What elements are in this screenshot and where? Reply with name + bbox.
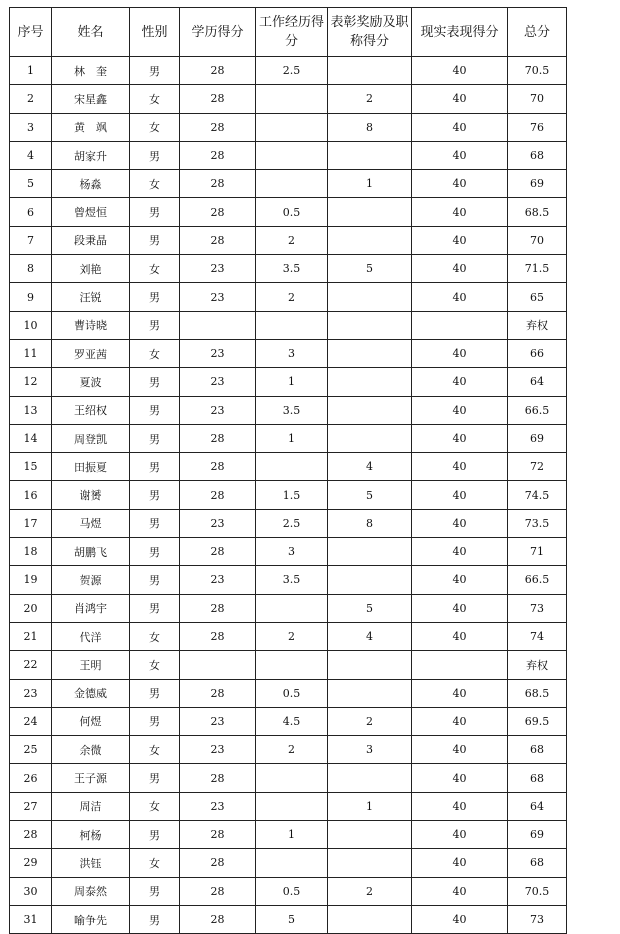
cell-col-index: 2: [10, 85, 52, 113]
cell-col-total: 弃权: [508, 311, 567, 339]
table-row: [10, 905, 567, 933]
cell-col-awards: 2: [328, 707, 412, 735]
cell-col-education: 23: [180, 566, 256, 594]
cell-col-index: 10: [10, 311, 52, 339]
cell-col-performance: 40: [412, 339, 508, 367]
cell-col-total: 64: [508, 368, 567, 396]
cell-col-gender: 男: [130, 821, 180, 849]
cell-col-name: 汪锐: [52, 283, 130, 311]
cell-col-total: 68: [508, 764, 567, 792]
cell-col-index: 12: [10, 368, 52, 396]
cell-col-index: 8: [10, 255, 52, 283]
cell-col-performance: 40: [412, 141, 508, 169]
cell-col-work: [256, 311, 328, 339]
cell-col-performance: 40: [412, 792, 508, 820]
cell-col-index: 20: [10, 594, 52, 622]
cell-col-awards: [328, 905, 412, 933]
table-row: [10, 679, 567, 707]
cell-col-gender: 女: [130, 651, 180, 679]
cell-col-work: [256, 651, 328, 679]
table-row: [10, 509, 567, 537]
cell-col-gender: 男: [130, 594, 180, 622]
cell-col-index: 25: [10, 736, 52, 764]
cell-col-performance: 40: [412, 736, 508, 764]
table-row: [10, 339, 567, 367]
cell-col-work: 2.5: [256, 57, 328, 85]
table-row: [10, 57, 567, 85]
cell-col-work: 3.5: [256, 566, 328, 594]
cell-col-work: [256, 849, 328, 877]
cell-col-performance: 40: [412, 566, 508, 594]
cell-col-index: 31: [10, 905, 52, 933]
cell-col-awards: [328, 311, 412, 339]
cell-col-total: 72: [508, 453, 567, 481]
cell-col-total: 74: [508, 622, 567, 650]
cell-col-work: 2.5: [256, 509, 328, 537]
header-row: [10, 8, 567, 57]
cell-col-performance: 40: [412, 594, 508, 622]
table-row: [10, 594, 567, 622]
cell-col-gender: 男: [130, 283, 180, 311]
cell-col-gender: 男: [130, 509, 180, 537]
cell-col-performance: 40: [412, 481, 508, 509]
cell-col-work: 2: [256, 622, 328, 650]
cell-col-awards: 8: [328, 113, 412, 141]
cell-col-total: 69: [508, 170, 567, 198]
cell-col-education: 28: [180, 877, 256, 905]
table-row: [10, 396, 567, 424]
cell-col-work: 1: [256, 424, 328, 452]
cell-col-awards: [328, 198, 412, 226]
cell-col-education: 28: [180, 849, 256, 877]
cell-col-awards: [328, 368, 412, 396]
table-row: [10, 198, 567, 226]
cell-col-education: 28: [180, 538, 256, 566]
cell-col-index: 18: [10, 538, 52, 566]
cell-col-gender: 男: [130, 481, 180, 509]
cell-col-gender: 女: [130, 85, 180, 113]
cell-col-total: 71: [508, 538, 567, 566]
cell-col-gender: 女: [130, 849, 180, 877]
cell-col-index: 3: [10, 113, 52, 141]
cell-col-education: 28: [180, 764, 256, 792]
table-row: [10, 877, 567, 905]
cell-col-performance: 40: [412, 538, 508, 566]
cell-col-total: 70: [508, 85, 567, 113]
cell-col-awards: [328, 764, 412, 792]
table-row: [10, 368, 567, 396]
cell-col-gender: 女: [130, 622, 180, 650]
cell-col-performance: 40: [412, 622, 508, 650]
cell-col-awards: [328, 821, 412, 849]
cell-col-gender: 男: [130, 538, 180, 566]
cell-col-work: 5: [256, 905, 328, 933]
cell-col-total: 66.5: [508, 566, 567, 594]
cell-col-name: 喻争先: [52, 905, 130, 933]
cell-col-index: 30: [10, 877, 52, 905]
cell-col-total: 70: [508, 226, 567, 254]
cell-col-name: 刘艳: [52, 255, 130, 283]
cell-col-awards: 5: [328, 481, 412, 509]
cell-col-awards: [328, 651, 412, 679]
cell-col-performance: 40: [412, 368, 508, 396]
cell-col-awards: [328, 566, 412, 594]
table-row: [10, 424, 567, 452]
cell-col-index: 6: [10, 198, 52, 226]
cell-col-name: 何煜: [52, 707, 130, 735]
table-row: [10, 226, 567, 254]
cell-col-total: 69.5: [508, 707, 567, 735]
cell-col-education: 28: [180, 481, 256, 509]
cell-col-education: 28: [180, 424, 256, 452]
score-table: [9, 7, 567, 934]
cell-col-awards: [328, 679, 412, 707]
cell-col-total: 64: [508, 792, 567, 820]
cell-col-index: 24: [10, 707, 52, 735]
cell-col-work: [256, 170, 328, 198]
cell-col-index: 9: [10, 283, 52, 311]
cell-col-awards: [328, 849, 412, 877]
cell-col-work: [256, 594, 328, 622]
cell-col-total: 71.5: [508, 255, 567, 283]
cell-col-awards: [328, 339, 412, 367]
cell-col-work: 1: [256, 821, 328, 849]
cell-col-gender: 女: [130, 170, 180, 198]
cell-col-performance: 40: [412, 170, 508, 198]
cell-col-name: 谢赟: [52, 481, 130, 509]
cell-col-education: 23: [180, 707, 256, 735]
cell-col-performance: 40: [412, 85, 508, 113]
cell-col-index: 13: [10, 396, 52, 424]
header-col-performance: 现实表现得分: [412, 8, 508, 57]
cell-col-total: 69: [508, 821, 567, 849]
cell-col-performance: 40: [412, 424, 508, 452]
cell-col-work: 0.5: [256, 877, 328, 905]
cell-col-gender: 男: [130, 679, 180, 707]
cell-col-total: 73: [508, 594, 567, 622]
cell-col-name: 宋星鑫: [52, 85, 130, 113]
table-row: [10, 113, 567, 141]
cell-col-name: 代洋: [52, 622, 130, 650]
cell-col-total: 76: [508, 113, 567, 141]
cell-col-index: 7: [10, 226, 52, 254]
cell-col-index: 28: [10, 821, 52, 849]
cell-col-education: 28: [180, 905, 256, 933]
cell-col-education: 28: [180, 85, 256, 113]
table-row: [10, 736, 567, 764]
cell-col-awards: 4: [328, 622, 412, 650]
cell-col-name: 田振夏: [52, 453, 130, 481]
cell-col-education: 23: [180, 255, 256, 283]
cell-col-gender: 男: [130, 226, 180, 254]
cell-col-awards: 1: [328, 170, 412, 198]
cell-col-name: 曾煜恒: [52, 198, 130, 226]
cell-col-education: 23: [180, 283, 256, 311]
cell-col-awards: 1: [328, 792, 412, 820]
cell-col-gender: 男: [130, 453, 180, 481]
cell-col-awards: 3: [328, 736, 412, 764]
cell-col-performance: [412, 651, 508, 679]
header-col-education: 学历得分: [180, 8, 256, 57]
cell-col-performance: 40: [412, 821, 508, 849]
cell-col-work: 2: [256, 226, 328, 254]
cell-col-index: 16: [10, 481, 52, 509]
cell-col-performance: 40: [412, 877, 508, 905]
table-row: [10, 481, 567, 509]
cell-col-gender: 女: [130, 792, 180, 820]
cell-col-work: 3: [256, 538, 328, 566]
cell-col-performance: 40: [412, 905, 508, 933]
cell-col-total: 66.5: [508, 396, 567, 424]
cell-col-name: 洪钰: [52, 849, 130, 877]
cell-col-education: 23: [180, 396, 256, 424]
table-body: [10, 57, 567, 934]
cell-col-performance: 40: [412, 226, 508, 254]
cell-col-name: 王子源: [52, 764, 130, 792]
table-row: [10, 566, 567, 594]
table-row: [10, 453, 567, 481]
cell-col-awards: 5: [328, 255, 412, 283]
cell-col-work: [256, 85, 328, 113]
cell-col-total: 68.5: [508, 679, 567, 707]
cell-col-index: 21: [10, 622, 52, 650]
cell-col-name: 黄 飒: [52, 113, 130, 141]
cell-col-gender: 男: [130, 57, 180, 85]
cell-col-name: 金德威: [52, 679, 130, 707]
cell-col-work: [256, 141, 328, 169]
cell-col-name: 曹诗晓: [52, 311, 130, 339]
cell-col-index: 27: [10, 792, 52, 820]
cell-col-name: 贺源: [52, 566, 130, 594]
cell-col-performance: 40: [412, 679, 508, 707]
cell-col-name: 余微: [52, 736, 130, 764]
cell-col-performance: 40: [412, 255, 508, 283]
cell-col-gender: 男: [130, 311, 180, 339]
table-row: [10, 622, 567, 650]
cell-col-education: 28: [180, 622, 256, 650]
cell-col-index: 11: [10, 339, 52, 367]
cell-col-gender: 男: [130, 764, 180, 792]
cell-col-awards: [328, 141, 412, 169]
cell-col-education: 28: [180, 57, 256, 85]
cell-col-education: 23: [180, 736, 256, 764]
cell-col-education: 28: [180, 821, 256, 849]
cell-col-index: 5: [10, 170, 52, 198]
cell-col-gender: 男: [130, 424, 180, 452]
cell-col-work: 4.5: [256, 707, 328, 735]
cell-col-total: 68: [508, 849, 567, 877]
cell-col-awards: [328, 424, 412, 452]
cell-col-total: 66: [508, 339, 567, 367]
cell-col-awards: 8: [328, 509, 412, 537]
cell-col-education: 28: [180, 679, 256, 707]
table-row: [10, 255, 567, 283]
cell-col-awards: 2: [328, 877, 412, 905]
cell-col-name: 马煜: [52, 509, 130, 537]
cell-col-work: 3.5: [256, 255, 328, 283]
cell-col-name: 周泰然: [52, 877, 130, 905]
cell-col-total: 68.5: [508, 198, 567, 226]
cell-col-education: [180, 651, 256, 679]
cell-col-awards: 2: [328, 85, 412, 113]
cell-col-gender: 男: [130, 368, 180, 396]
table-row: [10, 170, 567, 198]
cell-col-index: 15: [10, 453, 52, 481]
cell-col-gender: 男: [130, 877, 180, 905]
table-row: [10, 283, 567, 311]
cell-col-gender: 男: [130, 905, 180, 933]
cell-col-gender: 女: [130, 255, 180, 283]
cell-col-index: 29: [10, 849, 52, 877]
cell-col-total: 74.5: [508, 481, 567, 509]
cell-col-gender: 男: [130, 198, 180, 226]
cell-col-work: 3.5: [256, 396, 328, 424]
table-row: [10, 821, 567, 849]
cell-col-gender: 女: [130, 736, 180, 764]
cell-col-total: 68: [508, 141, 567, 169]
cell-col-awards: 5: [328, 594, 412, 622]
cell-col-name: 周洁: [52, 792, 130, 820]
cell-col-awards: [328, 538, 412, 566]
cell-col-education: 28: [180, 594, 256, 622]
cell-col-index: 14: [10, 424, 52, 452]
cell-col-work: 1.5: [256, 481, 328, 509]
cell-col-total: 68: [508, 736, 567, 764]
cell-col-work: 2: [256, 283, 328, 311]
cell-col-education: [180, 311, 256, 339]
cell-col-name: 罗亚茜: [52, 339, 130, 367]
cell-col-work: [256, 113, 328, 141]
cell-col-education: 28: [180, 226, 256, 254]
cell-col-education: 28: [180, 113, 256, 141]
cell-col-name: 王明: [52, 651, 130, 679]
cell-col-name: 林 奎: [52, 57, 130, 85]
cell-col-total: 73: [508, 905, 567, 933]
cell-col-gender: 男: [130, 141, 180, 169]
header-col-name: 姓名: [52, 8, 130, 57]
cell-col-name: 杨淼: [52, 170, 130, 198]
cell-col-awards: [328, 396, 412, 424]
cell-col-name: 胡鹏飞: [52, 538, 130, 566]
cell-col-index: 23: [10, 679, 52, 707]
cell-col-index: 4: [10, 141, 52, 169]
cell-col-work: 3: [256, 339, 328, 367]
cell-col-gender: 女: [130, 339, 180, 367]
cell-col-work: 1: [256, 368, 328, 396]
cell-col-total: 70.5: [508, 877, 567, 905]
cell-col-performance: 40: [412, 283, 508, 311]
cell-col-name: 柯杨: [52, 821, 130, 849]
cell-col-education: 28: [180, 141, 256, 169]
cell-col-name: 王绍权: [52, 396, 130, 424]
table-row: [10, 707, 567, 735]
cell-col-index: 26: [10, 764, 52, 792]
table-row: [10, 311, 567, 339]
cell-col-performance: [412, 311, 508, 339]
cell-col-name: 肖鸿宇: [52, 594, 130, 622]
cell-col-name: 周登凯: [52, 424, 130, 452]
cell-col-performance: 40: [412, 198, 508, 226]
cell-col-index: 17: [10, 509, 52, 537]
header-col-awards: 表彰奖励及职称得分: [328, 8, 412, 57]
table-row: [10, 538, 567, 566]
table-row: [10, 651, 567, 679]
cell-col-education: 23: [180, 339, 256, 367]
cell-col-education: 23: [180, 792, 256, 820]
cell-col-awards: [328, 57, 412, 85]
cell-col-performance: 40: [412, 113, 508, 141]
cell-col-index: 22: [10, 651, 52, 679]
cell-col-awards: [328, 283, 412, 311]
header-col-total: 总分: [508, 8, 567, 57]
cell-col-performance: 40: [412, 509, 508, 537]
cell-col-performance: 40: [412, 453, 508, 481]
cell-col-performance: 40: [412, 764, 508, 792]
cell-col-work: [256, 792, 328, 820]
header-col-work: 工作经历得分: [256, 8, 328, 57]
cell-col-name: 夏波: [52, 368, 130, 396]
cell-col-name: 胡家升: [52, 141, 130, 169]
header-col-gender: 性别: [130, 8, 180, 57]
table-row: [10, 85, 567, 113]
table-row: [10, 141, 567, 169]
table-row: [10, 792, 567, 820]
cell-col-education: 23: [180, 368, 256, 396]
cell-col-gender: 男: [130, 396, 180, 424]
cell-col-total: 69: [508, 424, 567, 452]
cell-col-work: [256, 764, 328, 792]
cell-col-awards: [328, 226, 412, 254]
cell-col-total: 弃权: [508, 651, 567, 679]
cell-col-education: 28: [180, 170, 256, 198]
cell-col-gender: 男: [130, 566, 180, 594]
cell-col-performance: 40: [412, 707, 508, 735]
header-col-index: 序号: [10, 8, 52, 57]
table-row: [10, 764, 567, 792]
cell-col-work: 2: [256, 736, 328, 764]
cell-col-total: 73.5: [508, 509, 567, 537]
cell-col-work: [256, 453, 328, 481]
cell-col-education: 28: [180, 453, 256, 481]
cell-col-gender: 女: [130, 113, 180, 141]
cell-col-total: 70.5: [508, 57, 567, 85]
table-row: [10, 849, 567, 877]
cell-col-performance: 40: [412, 396, 508, 424]
cell-col-education: 23: [180, 509, 256, 537]
cell-col-performance: 40: [412, 849, 508, 877]
cell-col-name: 段秉晶: [52, 226, 130, 254]
cell-col-education: 28: [180, 198, 256, 226]
cell-col-total: 65: [508, 283, 567, 311]
cell-col-work: 0.5: [256, 198, 328, 226]
cell-col-index: 19: [10, 566, 52, 594]
cell-col-index: 1: [10, 57, 52, 85]
cell-col-awards: 4: [328, 453, 412, 481]
cell-col-work: 0.5: [256, 679, 328, 707]
cell-col-performance: 40: [412, 57, 508, 85]
cell-col-gender: 男: [130, 707, 180, 735]
